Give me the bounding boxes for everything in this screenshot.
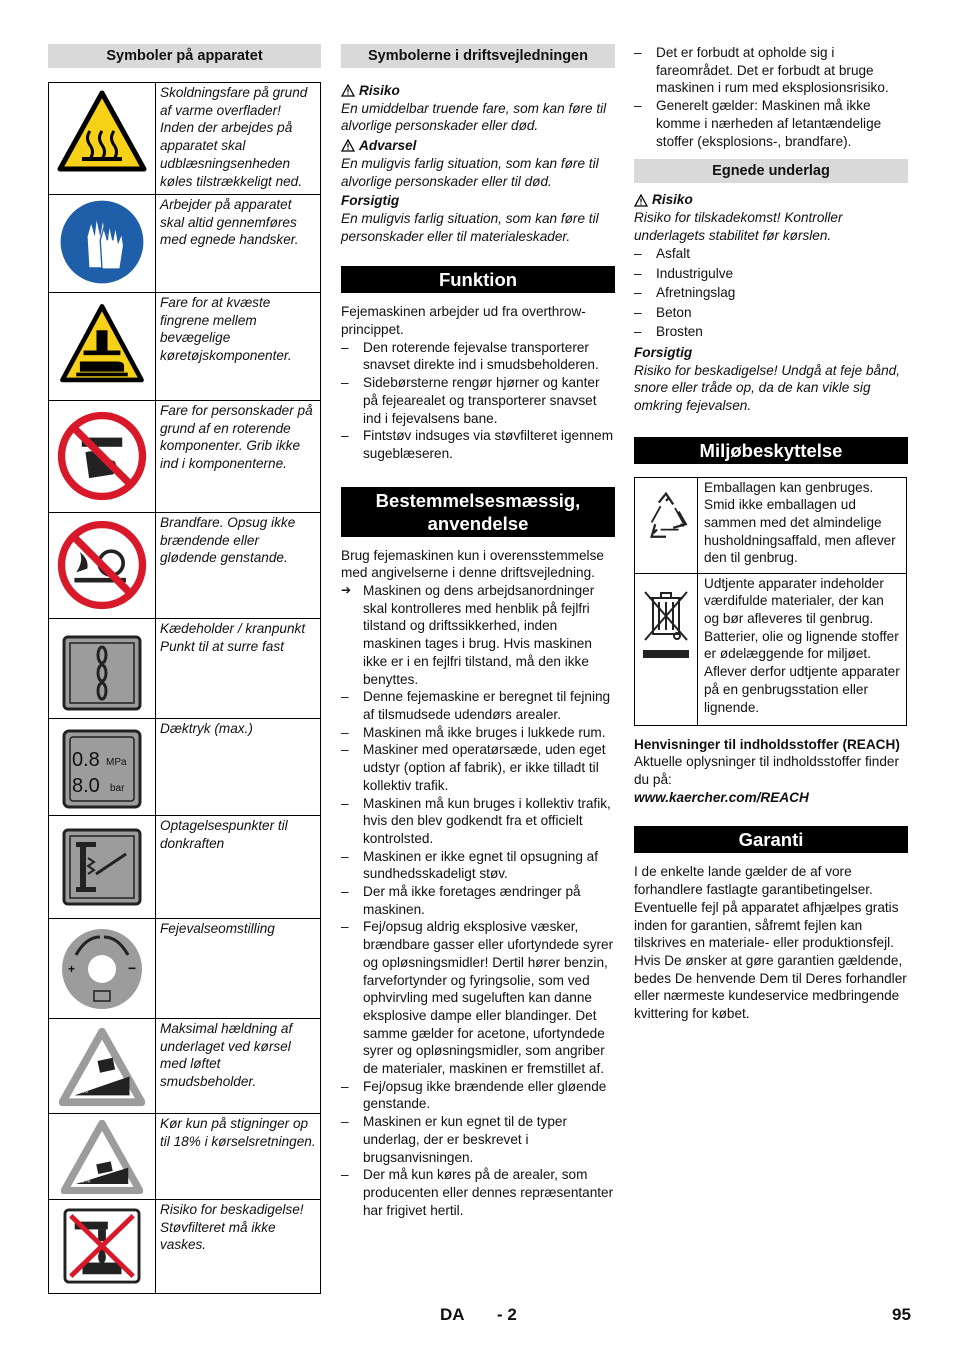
- list-item: – Det er forbudt at opholde sig i fareområdet. Det er forbudt at bruge maskinen i rum med eksplosionsrisiko.: [634, 44, 908, 97]
- surfaces-heading: Egnede underlag: [634, 159, 908, 183]
- env-row: [635, 573, 907, 725]
- recycle-icon: [639, 531, 693, 548]
- pressure-value-1: 0.8: [72, 749, 100, 771]
- list-item: – Afretningslag: [634, 283, 908, 303]
- symbol-row: [49, 195, 321, 293]
- footer-language: DA: [440, 1305, 465, 1324]
- list-item: – Fej/opsug aldrig eksplosive væsker, brændbare gasser eller ufortyndede syrer og opløsningsmidler! Dertil hører benzin, farvefortynder og fyringsolie, som ved ophvirvling med sugeluften kan danne eksplosive dampe eller blandinger. Det samme gælder for acetone, ufortyndede syrer og opløsningsmidler, som angriber de materialer, maskinen er fremstillet af.: [341, 918, 615, 1077]
- reach-heading: Henvisninger til indholdsstoffer (REACH): [634, 736, 900, 752]
- hand-crush-warning-icon: [56, 378, 148, 395]
- list-item: – Maskinen må ikke bruges i lukkede rum.: [341, 724, 615, 742]
- list-item: – Maskinen er ikke egnet til opsugning af sundhedsskadeligt støv.: [341, 848, 615, 883]
- symbol-description: Arbejder på apparatet skal altid gennemføres med egnede handsker.: [156, 195, 321, 293]
- no-reaching-in-icon: [56, 489, 148, 506]
- page-number: 95: [892, 1305, 911, 1324]
- reach-link[interactable]: www.kaercher.com/REACH: [634, 789, 809, 805]
- slope-percent: 18%: [77, 1177, 91, 1185]
- symbol-description: Optagelsespunkter til donkraften: [156, 816, 321, 919]
- gloves-mandatory-icon: [57, 274, 147, 291]
- list-item: – Beton: [634, 303, 908, 323]
- pressure-unit-1: MPa: [106, 757, 127, 768]
- list-item: – Denne fejemaskine er beregnet til fejning af tilsmudsede udendørs arealer.: [341, 688, 615, 723]
- list-item: – Der må ikke foretages ændringer på maskinen.: [341, 883, 615, 918]
- max-slope-raised-icon: [59, 1087, 145, 1111]
- warning-triangle-icon: [634, 194, 648, 207]
- symbol-description: Fejevalseomstilling: [156, 919, 321, 1019]
- symbol-description: Fare for at kvæste fingrene mellem bevægelige køretøjskomponenter.: [156, 293, 321, 401]
- list-item: – Fintstøv indsuges via støvfilteret igennem sugeblæseren.: [341, 427, 615, 462]
- environment-table: [634, 477, 907, 726]
- hot-surface-warning-icon: [52, 170, 152, 187]
- warning-triangle-icon: [341, 139, 355, 152]
- symbol-row: [49, 1019, 321, 1114]
- pressure-unit-2: bar: [110, 783, 125, 794]
- function-intro: Fejemaskinen arbejder ud fra overthrow-princippet.: [341, 304, 586, 338]
- intended-use-list: [341, 582, 615, 1219]
- symbol-table: [48, 82, 321, 1294]
- reach-text: Aktuelle oplysninger til indholdsstoffer finder du på:: [634, 754, 899, 788]
- chain-holder-icon: [62, 698, 142, 715]
- list-item: – Sidebørsterne rengør hjørner og kanter på fejearealet og transporterer snavset ind i fejevalsens bane.: [341, 374, 615, 427]
- symbol-row: [49, 513, 321, 619]
- risk-label: Risiko: [341, 82, 615, 100]
- risk-text: En umiddelbar truende fare, som kan føre til alvorlige personskader eller død.: [341, 100, 607, 134]
- symbol-row: [49, 1200, 321, 1294]
- footer-section: - 2: [497, 1305, 517, 1324]
- symbol-description: Skoldningsfare på grund af varme overflader! Inden der arbejdes på apparatet skal udblæsningsenheden køles tilstrækkeligt ned.: [156, 83, 321, 195]
- list-item: – Fej/opsug ikke brændende eller gløende genstande.: [341, 1078, 615, 1113]
- max-slope-18-icon: [61, 1177, 143, 1198]
- symbol-description: Kør kun på stigninger op til 18% i kørselsretningen.: [156, 1114, 321, 1200]
- symbol-description: Brandfare. Opsug ikke brændende eller glødende genstande.: [156, 513, 321, 619]
- symbol-row: [49, 816, 321, 919]
- warning-text: En muligvis farlig situation, som kan føre til alvorlige personskader eller til død.: [341, 155, 599, 189]
- slope-percent: 0%: [77, 1087, 88, 1095]
- intended-use-intro: Brug fejemaskinen kun i overensstemmelse med angivelserne i denne driftsvejledning.: [341, 547, 604, 581]
- symbol-row: [49, 719, 321, 816]
- list-item: – Brosten: [634, 322, 908, 342]
- function-list: [341, 339, 615, 463]
- symbol-row: [49, 293, 321, 401]
- symbol-row: [49, 1114, 321, 1200]
- warranty-heading: Garanti: [634, 826, 908, 853]
- warranty-text: I de enkelte lande gælder de af vore forhandlere fastlagte garantibetingelser. Eventuelle fejl på apparatet afhjælpes gratis inden for garantien, såfremt fejlen kan tilskrives en materiale- eller produktionsfejl. Hvis De ønsker at gøre garantien gældende, bedes De henvende Dem til Deres forhandler eller nærmeste kundeservice medbringende kvittering for købet.: [634, 864, 907, 1022]
- symbol-row: [49, 619, 321, 719]
- risk-label: Risiko: [634, 191, 908, 209]
- manual-symbols-heading: Symbolerne i driftsvejledningen: [341, 44, 615, 68]
- risk-text: Risiko for tilskadekomst! Kontroller underlagets stabilitet før kørslen.: [634, 209, 843, 243]
- symbol-row: [49, 401, 321, 513]
- env-description: Emballagen kan genbruges. Smid ikke emballagen ud sammen med det almindelige husholdningsaffald, men aflever den til genbrug.: [698, 477, 907, 573]
- brush-adjust-icon: [60, 960, 144, 1015]
- symbol-description: Risiko for beskadigelse! Støvfilteret må ikke vaskes.: [156, 1200, 321, 1294]
- symbol-description: Fare for personskader på grund af en roterende komponenter. Grib ikke ind i komponenterne.: [156, 401, 321, 513]
- crossed-bin-icon: [639, 651, 693, 668]
- symbol-description: Kædeholder / kranpunkt Punkt til at surre fast: [156, 619, 321, 719]
- list-item: – Maskinen må kun bruges i kollektiv trafik, hvis den blev godkendt fra et officielt kontrolsted.: [341, 795, 615, 848]
- caution-text: En muligvis farlig situation, som kan føre til personskader eller til materialeskader.: [341, 210, 599, 244]
- manual-symbols-column: [341, 44, 615, 1219]
- symbol-row: [49, 83, 321, 195]
- tire-pressure-icon: [62, 749, 142, 813]
- list-item: – Den roterende fejevalse transporterer snavset direkte ind i smudsbeholderen.: [341, 339, 615, 374]
- caution-label: Forsigtig: [341, 193, 400, 209]
- list-item: – Maskiner med operatørsæde, uden eget udstyr (option af fabrik), er ikke tilladt til kollektiv trafik.: [341, 741, 615, 794]
- warning-triangle-icon: [341, 84, 355, 97]
- warning-label: Advarsel: [341, 137, 615, 155]
- right-column: [634, 44, 908, 1023]
- list-item: – Asfalt: [634, 244, 908, 264]
- svg-text:−: −: [128, 960, 137, 976]
- symbol-description: Dæktryk (max.): [156, 719, 321, 816]
- jack-point-icon: [62, 893, 142, 910]
- symbol-row: [49, 919, 321, 1019]
- svg-text:+: +: [68, 962, 76, 976]
- no-burning-objects-icon: [56, 598, 148, 615]
- list-item: – Der må kun køres på de arealer, som producenten eller dennes repræsentanter har frigivet hertil.: [341, 1166, 615, 1219]
- env-row: [635, 477, 907, 573]
- intended-use-heading: Bestemmelsesmæssig, anvendelse: [341, 487, 615, 537]
- caution-label: Forsigtig: [634, 344, 693, 360]
- surfaces-list: [634, 244, 908, 342]
- environment-heading: Miljøbeskyttelse: [634, 437, 908, 464]
- list-item-arrow: ➔ Maskinen og dens arbejdsanordninger skal kontrolleres med henblik på fejlfri tilstand og driftssikkerhed, inden maskinen tages i brug. Hvis maskinen ikke er i en fejlfri tilstand, må den ikke benyttes.: [341, 582, 615, 688]
- list-item: – Maskinen er kun egnet til de typer underlag, der er beskrevet i brugsanvisningen.: [341, 1113, 615, 1166]
- function-heading: Funktion: [341, 266, 615, 293]
- pressure-value-2: 8.0: [72, 775, 100, 797]
- symbols-device-heading: Symboler på apparatet: [48, 44, 321, 68]
- hazard-list: [634, 44, 908, 150]
- env-description: Udtjente apparater indeholder værdifulde materialer, der kan og bør afleveres til genbrug. Batterier, olie og lignende stoffer er ødelæggende for miljøet. Aflever derfor udtjente apparater på en genbrugsstation eller lignende.: [698, 573, 907, 725]
- caution-text: Risiko for beskadigelse! Undgå at feje bånd, snore eller tråde op, da de kan vikle sig omkring fejevalsen.: [634, 362, 900, 413]
- list-item: – Industrigulve: [634, 264, 908, 284]
- list-item: – Generelt gælder: Maskinen må ikke komme i nærheden af letantændelige stoffer (eksplosions-, brandfare).: [634, 97, 908, 150]
- symbol-description: Maksimal hældning af underlaget ved kørsel med løftet smudsbeholder.: [156, 1019, 321, 1114]
- no-wet-filter-icon: [63, 1271, 141, 1288]
- symbols-on-device-column: [48, 44, 321, 1294]
